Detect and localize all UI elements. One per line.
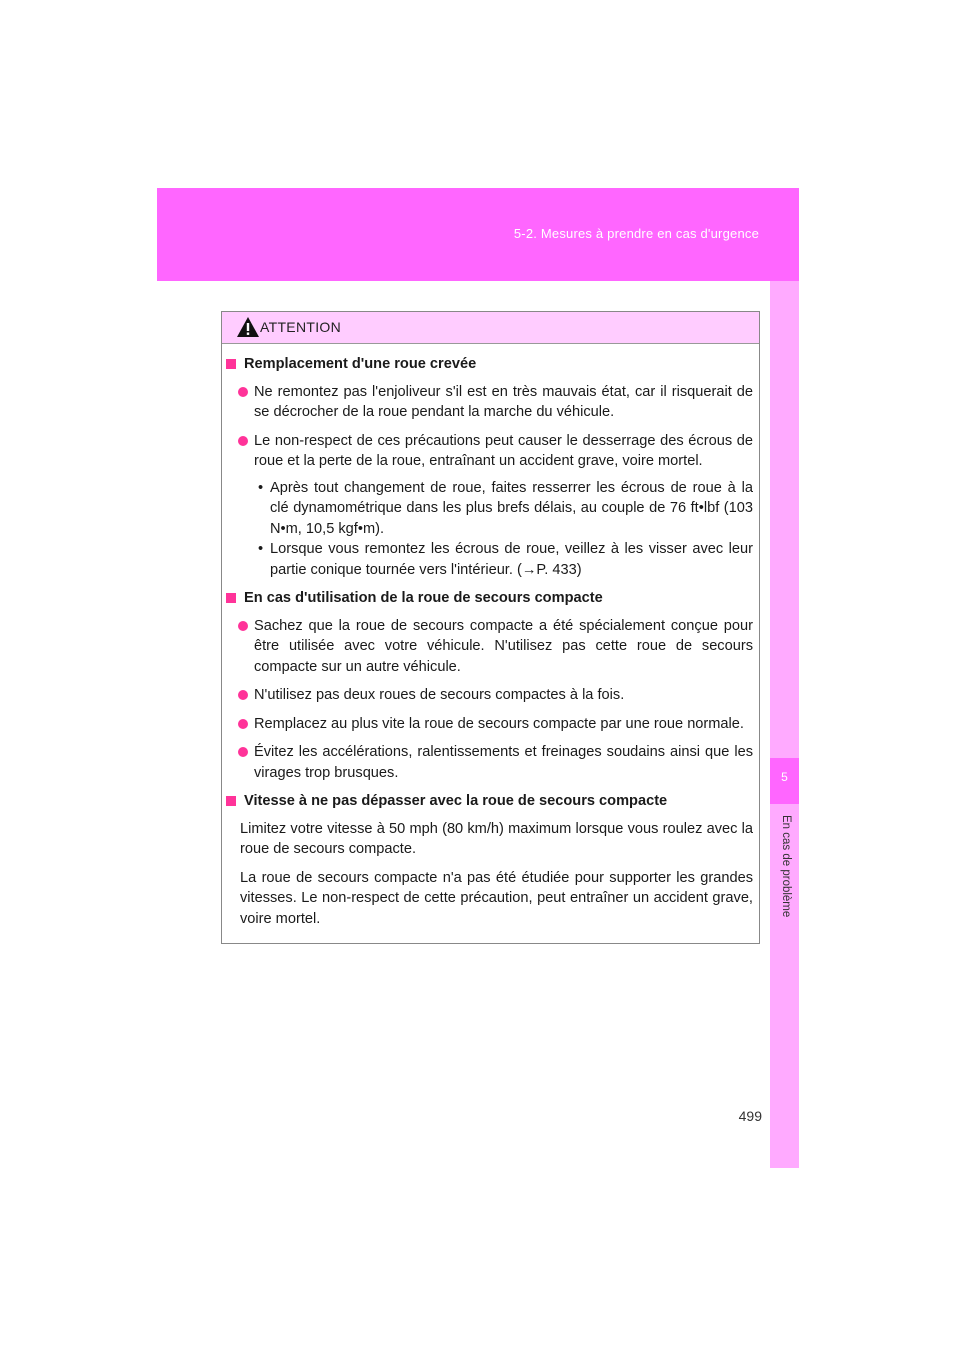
- circle-bullet-icon: [238, 690, 248, 700]
- circle-bullet-icon: [238, 621, 248, 631]
- sub-list: [226, 478, 753, 581]
- section-title: Vitesse à ne pas dépasser avec la roue de secours compacte: [226, 791, 753, 812]
- circle-bullet-icon: [238, 387, 248, 397]
- list-item: Le non-respect de ces précautions peut causer le desserrage des écrous de roue et la perte de la roue, entraînant un accident grave, voire mortel.: [226, 431, 753, 472]
- list-item: N'utilisez pas deux roues de secours compactes à la fois.: [226, 685, 753, 706]
- chapter-number: 5: [781, 770, 788, 784]
- warning-triangle-icon: [236, 316, 260, 338]
- section-title: En cas d'utilisation de la roue de secours compacte: [226, 588, 753, 609]
- circle-bullet-icon: [238, 436, 248, 446]
- paragraph: Limitez votre vitesse à 50 mph (80 km/h) maximum lorsque vous roulez avec la roue de secours compacte.: [240, 820, 753, 857]
- list-item: Sachez que la roue de secours compacte a été spécialement conçue pour être utilisée avec votre véhicule. N'utilisez pas cette roue de secours compacte sur un autre véhicule.: [226, 616, 753, 678]
- list-item: Ne remontez pas l'enjoliveur s'il est en très mauvais état, car il risquerait de se décrocher de la roue pendant la marche du véhicule.: [226, 382, 753, 423]
- list-item: Évitez les accélérations, ralentissements et freinages soudains ainsi que les virages trop brusques.: [226, 742, 753, 783]
- warning-box: [221, 311, 760, 944]
- side-strip: [770, 281, 799, 1168]
- warning-header: [222, 312, 759, 344]
- page-number: 499: [738, 1108, 762, 1124]
- header-band: [157, 188, 799, 281]
- warning-body: [222, 344, 759, 929]
- square-bullet-icon: [226, 796, 236, 806]
- chapter-label: En cas de problème: [780, 815, 792, 918]
- section-title: Remplacement d'une roue crevée: [226, 354, 753, 375]
- sub-list-item: • Après tout changement de roue, faites resserrer les écrous de roue à la clé dynamométrique dans les plus brefs délais, au couple de 76 ft•lbf (103 N•m, 10,5 kgf•m).: [258, 479, 753, 537]
- list-item: Remplacez au plus vite la roue de secours compacte par une roue normale.: [226, 714, 753, 735]
- paragraph: La roue de secours compacte n'a pas été étudiée pour supporter les grandes vitesses. Le non-respect de cette précaution, peut entraîner un accident grave, voire mortel.: [240, 869, 753, 927]
- square-bullet-icon: [226, 359, 236, 369]
- sub-list-item: • Lorsque vous remontez les écrous de roue, veillez à les visser avec leur partie conique tournée vers l'intérieur. (→P. 433): [258, 541, 753, 578]
- circle-bullet-icon: [238, 719, 248, 729]
- warning-title: ATTENTION: [260, 319, 341, 335]
- square-bullet-icon: [226, 593, 236, 603]
- section-header: 5-2. Mesures à prendre en cas d'urgence: [513, 226, 759, 241]
- circle-bullet-icon: [238, 747, 248, 757]
